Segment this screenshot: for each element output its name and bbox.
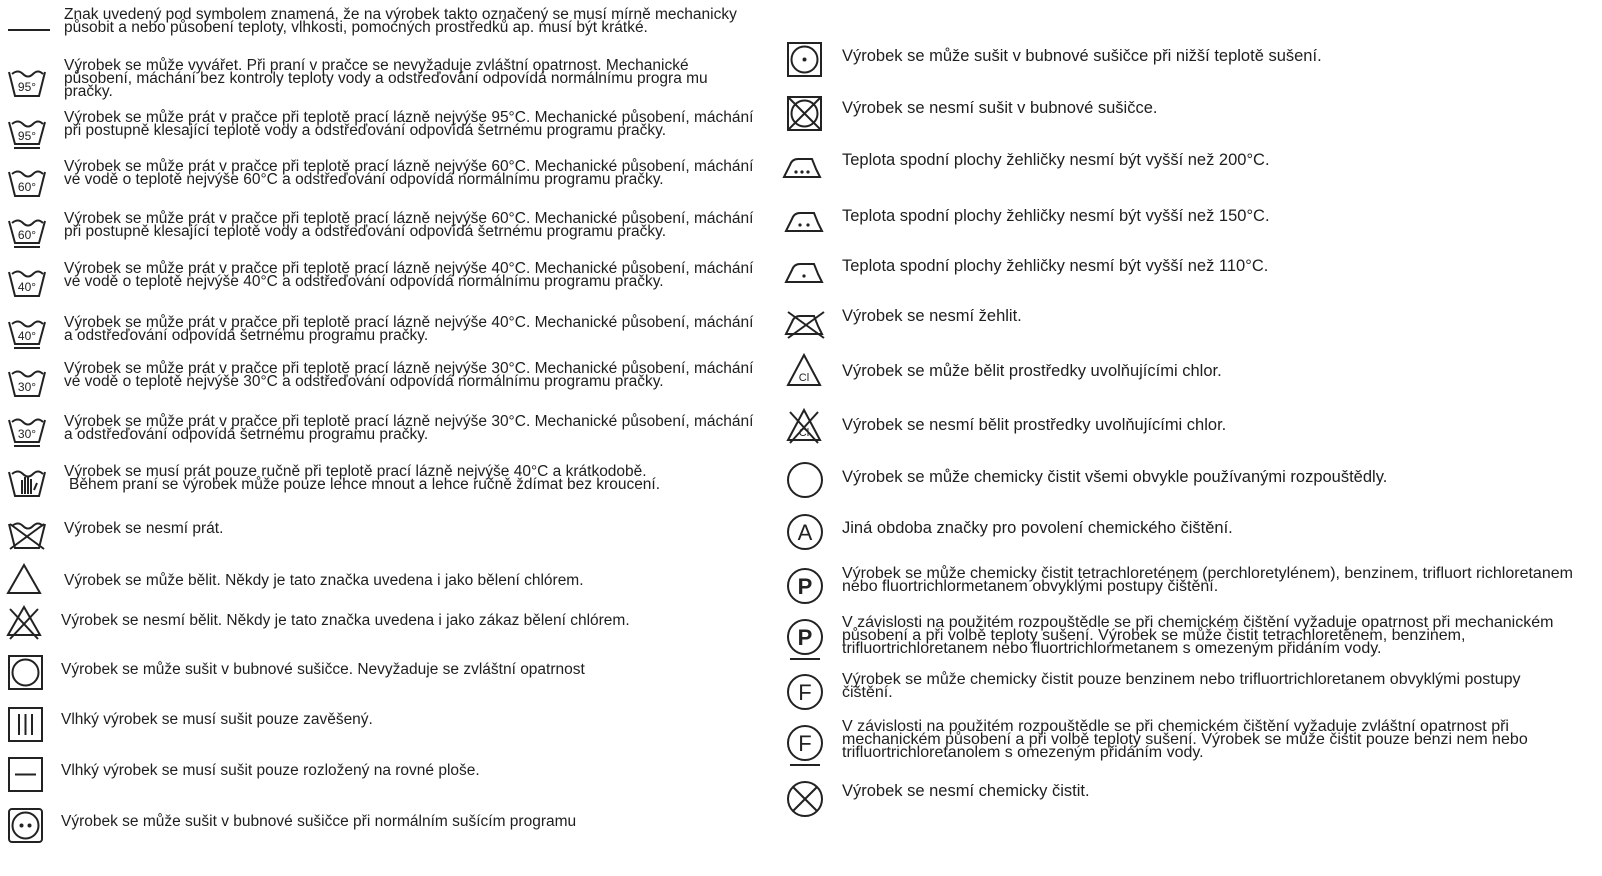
care-description: Znak uvedený pod symbolem znamená, že na výrobek takto označený se musí mírně mechanicky působit a nebo působení teploty, vlhkosti, pomocných prostředků ap. musí být krátké. — [64, 6, 737, 36]
care-description: Výrobek se může sušit v bubnové sušičce. Nevyžaduje se zvláštní opatrnost — [61, 661, 585, 678]
svg-text:F: F — [798, 680, 812, 705]
care-description: Výrobek se může prát v pračce při teplotě prací lázně nejvýše 60°C. Mechanické působení, máchání při postupně klesající teplotě vody a odstřeďování odpovídá šetrnému programu pračky. — [64, 210, 754, 240]
care-description: Teplota spodní plochy žehličky nesmí být vyšší než 200°C. — [842, 151, 1270, 169]
dry-clean-p-icon — [787, 568, 823, 604]
care-description: Výrobek se může vyvářet. Při praní v pračce se nevyžaduje zvláštní opatrnost. Mechanické působení, máchání bez kontroly teploty vody a odstřeďování odpovídá normálnímu progra mu pračky. — [64, 57, 708, 100]
care-description: Výrobek se nesmí prát. — [64, 520, 224, 537]
svg-text:30°: 30° — [17, 380, 37, 394]
dry-clean-a-icon — [787, 514, 823, 550]
svg-text:Cl: Cl — [798, 372, 810, 384]
care-description: Výrobek se může prát v pračce při teplotě prací lázně nejvýše 40°C. Mechanické působení, máchání a odstřeďování odpovídá šetrnému programu pračky. — [64, 314, 754, 344]
care-description: Jiná obdoba značky pro povolení chemického čištění. — [842, 519, 1233, 537]
svg-text:95°: 95° — [17, 80, 37, 94]
svg-text:P: P — [797, 625, 813, 650]
tumble-dry-low-icon — [787, 42, 823, 78]
dry-clean-p-gentle-icon — [787, 619, 823, 661]
svg-text:60°: 60° — [17, 228, 37, 242]
wash-95-gentle-icon — [8, 118, 46, 150]
care-description: Výrobek se může sušit v bubnové sušičce při nižší teplotě sušení. — [842, 47, 1322, 65]
care-description: V závislosti na použitém rozpouštědle se při chemickém čištění vyžaduje opatrnost při mechanickém působení a při volbě teploty sušení. Výrobek se může čistit tetrachloreténem, benzinem, trifluortrichloretanem nebo fluortrichlormetanem s omezeným přidáním vody. — [842, 614, 1554, 657]
iron-150-icon — [784, 209, 826, 235]
svg-text:30°: 30° — [17, 427, 37, 441]
do-not-bleach-icon — [6, 605, 42, 641]
care-description: Vlhký výrobek se musí sušit pouze rozložený na rovné ploše. — [61, 762, 480, 779]
iron-110-icon — [784, 260, 826, 286]
tumble-dry-icon — [8, 655, 44, 691]
care-description: Výrobek se nesmí žehlit. — [842, 307, 1022, 325]
care-description: Výrobek se může prát v pračce při teplotě prací lázně nejvýše 95°C. Mechanické působení, máchání při postupně klesající teplotě vody a odstřeďování odpovídá šetrnému programu pračky. — [64, 109, 754, 139]
care-description: Teplota spodní plochy žehličky nesmí být vyšší než 110°C. — [842, 257, 1269, 275]
do-not-iron-icon — [784, 310, 826, 340]
care-description: Teplota spodní plochy žehličky nesmí být vyšší než 150°C. — [842, 207, 1270, 225]
svg-text:Cl: Cl — [798, 427, 810, 439]
care-description: Vlhký výrobek se musí sušit pouze zavěšený. — [61, 711, 373, 728]
care-description: V závislosti na použitém rozpouštědle se při chemickém čištění vyžaduje zvláštní opatrnost při mechanickém působení a při volbě teploty sušení. Výrobek se může čistit pouze benzi nem nebo trifluortrichloretanolem s omezeným přidáním vody. — [842, 718, 1528, 761]
do-not-tumble-dry-icon — [787, 96, 823, 132]
care-description-continued: Během praní se výrobek může pouze lehce mnout a lehce ručně ždímat bez kroucení. — [69, 476, 661, 493]
svg-text:P: P — [797, 574, 813, 599]
dry-clean-f-gentle-icon — [787, 725, 823, 767]
care-description: Výrobek se nesmí bělit prostředky uvolňujícími chlor. — [842, 416, 1227, 434]
hand-wash-icon — [8, 466, 46, 498]
care-description: Výrobek se může bělit. Někdy je tato značka uvedena i jako bělení chlórem. — [64, 572, 584, 589]
wash-30-gentle-icon — [8, 416, 46, 448]
line-icon — [8, 22, 50, 38]
dry-clean-f-icon — [787, 674, 823, 710]
care-description: Výrobek se může prát v pračce při teplotě prací lázně nejvýše 40°C. Mechanické působení, máchání ve vodě o teplotě nejvýše 40°C a odstřeďování odpovídá normálnímu programu pračky. — [64, 260, 754, 290]
care-description: Výrobek se může chemicky čistit tetrachloreténem (perchloretylénem), benzinem, trifluort richloretanem nebo fluortrichlormetanem obvyklými postupy čištění. — [842, 565, 1573, 595]
svg-text:40°: 40° — [17, 280, 37, 294]
line-dry-icon — [8, 707, 44, 743]
wash-40-icon — [8, 268, 46, 298]
tumble-dry-normal-icon — [8, 808, 44, 844]
svg-text:95°: 95° — [17, 129, 37, 143]
care-description: Výrobek se může bělit prostředky uvolňujícími chlor. — [842, 362, 1222, 380]
dry-clean-icon — [787, 462, 823, 498]
care-description: Výrobek se nesmí chemicky čistit. — [842, 782, 1090, 800]
wash-60-icon — [8, 168, 46, 198]
do-not-wash-icon — [8, 520, 46, 550]
care-description: Výrobek se může sušit v bubnové sušičce při normálním sušícím programu — [61, 813, 577, 830]
chlorine-bleach-icon — [786, 353, 822, 387]
care-description: Výrobek se musí prát pouze ručně při teplotě prací lázně nejvýše 40°C a krátkodobě. — [64, 463, 647, 480]
svg-text:60°: 60° — [17, 180, 37, 194]
wash-30-icon — [8, 368, 46, 398]
svg-text:F: F — [798, 731, 812, 756]
dry-flat-icon — [8, 757, 44, 793]
wash-40-gentle-icon — [8, 318, 46, 350]
care-description: Výrobek se nesmí sušit v bubnové sušičce. — [842, 99, 1158, 117]
care-description: Výrobek se nesmí bělit. Někdy je tato značka uvedena i jako zákaz bělení chlórem. — [61, 612, 630, 629]
iron-200-icon — [782, 155, 824, 181]
svg-text:40°: 40° — [17, 329, 37, 343]
care-description: Výrobek se může chemicky čistit pouze benzinem nebo trifluortrichloretanem obvyklými postupy čištění. — [842, 671, 1521, 701]
svg-text:A: A — [797, 520, 813, 545]
care-description: Výrobek se může prát v pračce při teplotě prací lázně nejvýše 60°C. Mechanické působení, máchání ve vodě o teplotě nejvýše 60°C a odstřeďování odpovídá normálnímu programu pračky. — [64, 158, 754, 188]
care-description: Výrobek se může chemicky čistit všemi obvykle používanými rozpouštědly. — [842, 468, 1388, 486]
wash-60-gentle-icon — [8, 217, 46, 249]
care-description: Výrobek se může prát v pračce při teplotě prací lázně nejvýše 30°C. Mechanické působení, máchání a odstřeďování odpovídá šetrnému programu pračky. — [64, 413, 754, 443]
wash-95-icon — [8, 68, 46, 98]
do-not-dry-clean-icon — [787, 781, 823, 817]
care-description: Výrobek se může prát v pračce při teplotě prací lázně nejvýše 30°C. Mechanické působení, máchání ve vodě o teplotě nejvýše 30°C a odstřeďování odpovídá normálnímu programu pračky. — [64, 360, 754, 390]
bleach-icon — [6, 563, 42, 595]
no-chlorine-bleach-icon — [786, 408, 822, 444]
